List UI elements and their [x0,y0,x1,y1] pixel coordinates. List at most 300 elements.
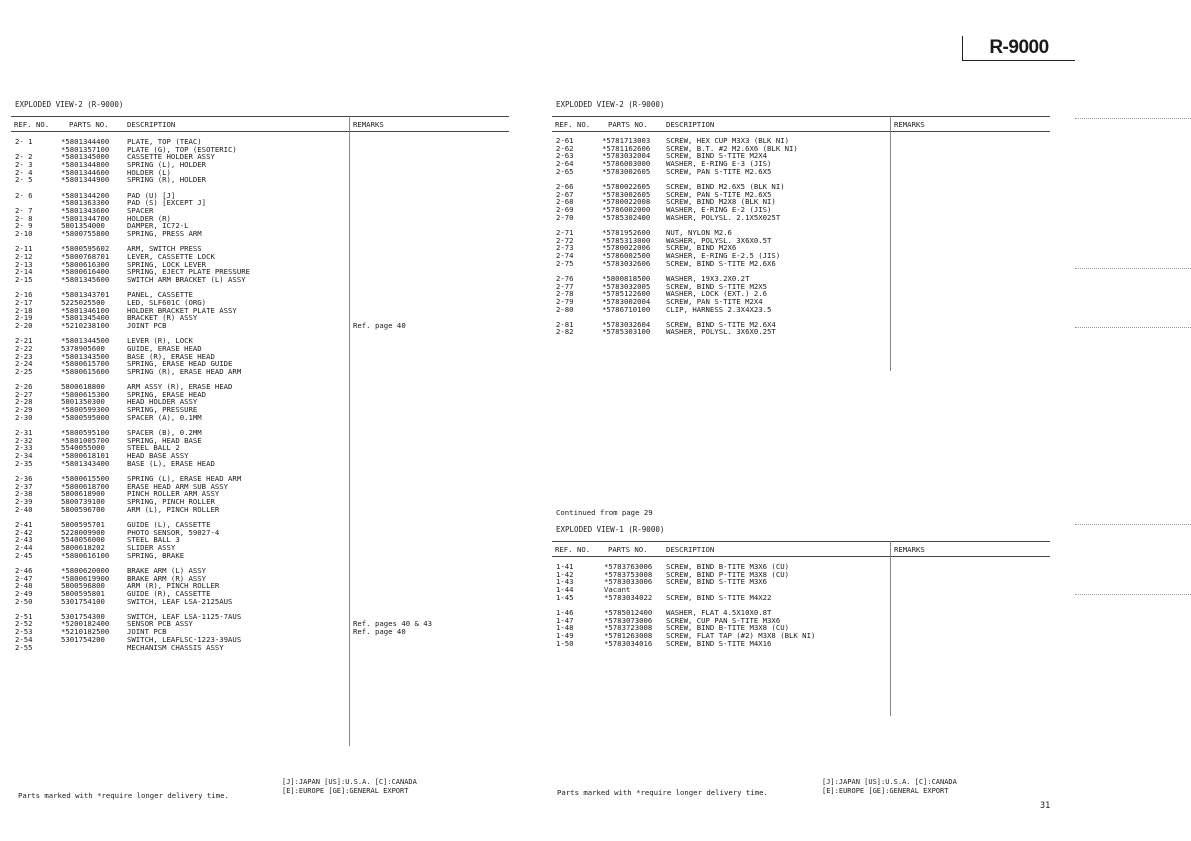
ref-cell: 2-65 [556,166,574,176]
parts-no-cell: *5800755800 [61,229,110,239]
description-cell: SCREW, CUP PAN S-TITE M3X6 [666,615,781,625]
description-cell: MECHANISM CHASSIS ASSY [127,642,224,652]
description-cell: WASHER, POLYSL. 3X6X0.5T [666,235,772,245]
ref-cell: 2-22 [15,343,33,353]
ref-cell: 2- 9 [15,221,33,231]
description-cell: SCREW, BIND M2.6X5 (BLK NI) [666,181,785,191]
description-cell: NUT, NYLON M2.6 [666,227,732,237]
parts-no-cell: *5783033006 [604,577,653,587]
ref-cell: 2-23 [15,351,33,361]
ref-cell: 2-78 [556,289,574,299]
description-cell: SPRING, HEAD BASE [127,435,202,445]
description-cell: SCREW, HEX CUP M3X3 (BLK NI) [666,136,790,145]
ref-cell: 2-29 [15,405,33,415]
ref-cell: 2-67 [556,189,574,199]
description-cell: BRACKET (R) ASSY [127,313,198,323]
ref-cell: 2-15 [15,275,33,284]
ref-cell: 2-26 [15,382,33,392]
ref-cell: 2-25 [15,366,33,376]
table-row [11,368,509,376]
parts-no-cell: *5800595000 [61,412,110,422]
ref-cell: 2-40 [15,504,33,514]
description-cell: SWITCH, LEAFLSC-1223-39AUS [127,634,242,644]
description-cell: SCREW, PAN S-TITE M2X4 [666,296,763,306]
header-parts: PARTS NO. [608,545,648,554]
row-group [11,521,509,559]
description-cell: CASSETTE HOLDER ASSY [127,152,215,162]
description-cell: LED, SLF601C (ORG) [127,297,207,307]
row-group [552,275,1050,313]
description-cell: SCREW, FLAT TAP (#2) M3X8 (BLK NI) [666,631,816,640]
description-cell: SCREW, BIND B-TITE M3X6 (CU) [666,562,790,571]
ref-cell: 2-19 [15,313,33,323]
ref-cell: 2-49 [15,588,33,598]
description-cell: SPACER [127,206,154,215]
table-row [11,636,509,644]
parts-no-cell: *5783034016 [604,638,653,648]
table-row [11,506,509,514]
description-cell: WASHER, E-RING E-3 (JIS) [666,159,772,169]
description-cell: SCREW, PAN S-TITE M2.6X5 [666,166,772,176]
parts-no-cell: 5800595801 [61,588,105,598]
ref-cell: 2-32 [15,435,33,445]
ref-cell: 2-39 [15,497,33,506]
row-group [11,613,509,651]
description-cell: LEVER, CASSETTE LOCK [127,251,215,261]
ref-cell: 2-34 [15,451,33,461]
description-cell: BRAKE ARM (R) ASSY [127,573,207,583]
ref-cell: 2-20 [15,320,33,330]
ref-cell: 1-46 [556,607,574,617]
margin-rule [1075,118,1191,119]
description-cell: PAD (S) [EXCEPT J] [127,198,207,208]
table-row [11,598,509,606]
margin-rule [1075,268,1191,269]
ref-cell: 2-82 [556,327,574,337]
header-parts: PARTS NO. [608,120,648,129]
header-desc: DESCRIPTION [666,545,715,554]
parts-no-cell: *5801344400 [61,137,110,146]
parts-no-cell: *5783723008 [604,623,653,633]
ref-cell: 2-43 [15,535,33,545]
description-cell: SPRING (R), HOLDER [127,175,207,185]
parts-no-cell: *5786002500 [602,250,651,260]
parts-no-cell: *5200182400 [61,619,110,629]
table-header [552,541,1050,557]
parts-no-cell: 5540055000 [61,443,105,453]
parts-no-cell: *5801344600 [61,167,110,177]
delivery-note-left: Parts marked with *require longer delivery time. [18,791,229,800]
parts-no-cell: *5800615700 [61,359,110,369]
ref-cell: 2-13 [15,259,33,269]
left-parts-table [11,116,509,651]
ref-cell: 2- 2 [15,152,33,162]
description-cell: SCREW, BIND S-TITE M2X5 [666,281,768,291]
description-cell: SCREW, BIND S-TITE M4X16 [666,638,772,648]
description-cell: WASHER, E-RING E-2.5 (JIS) [666,250,781,260]
parts-no-cell: *5783073006 [604,615,653,625]
description-cell: ARM, SWITCH PRESS [127,244,202,254]
parts-no-cell: *5210182500 [61,627,110,637]
header-desc: DESCRIPTION [666,120,715,129]
row-group [11,192,509,238]
row-group [11,475,509,513]
parts-no-cell: *5801345400 [61,313,110,323]
description-cell: CLIP, HARNESS 2.3X4X23.5 [666,304,772,314]
parts-no-cell: *5786003000 [602,159,651,169]
ref-cell: 2-55 [15,642,33,652]
description-cell: WASHER, POLYSL. 2.1X5X025T [666,212,781,222]
description-cell: SPRING, PRESS ARM [127,229,202,239]
ref-cell: 2-66 [556,181,574,191]
ref-cell: 2-12 [15,251,33,261]
ref-cell: 1-41 [556,562,574,571]
ref-cell: 2-11 [15,244,33,254]
margin-rule [1075,327,1191,328]
parts-no-cell: *5783032005 [602,281,651,291]
description-cell: SPRING (L), HOLDER [127,160,207,170]
description-cell: HEAD BASE ASSY [127,451,189,461]
ref-cell: 1-50 [556,638,574,648]
margin-rule [1075,524,1191,525]
description-cell: BASE (L), ERASE HEAD [127,458,215,468]
parts-no-cell: 5378905600 [61,343,105,353]
description-cell: SWITCH, LEAF LSA-1125-7AUS [127,611,242,621]
header-parts: PARTS NO. [69,120,109,129]
parts-no-cell: *5785303100 [602,327,651,337]
ref-cell: 1-49 [556,631,574,640]
parts-no-cell: *5800620000 [61,565,110,575]
description-cell: PINCH ROLLER ARM ASSY [127,489,220,499]
remarks-cell: Ref. pages 40 & 43 [353,619,433,629]
parts-no-cell: *5801345600 [61,275,110,284]
row-group [11,337,509,375]
row-group [11,291,509,329]
ref-cell: 1-42 [556,569,574,579]
parts-no-cell: *5801344200 [61,190,110,200]
table-row [552,640,1050,648]
header-remarks: REMARKS [353,120,384,129]
ref-cell: 2-24 [15,359,33,369]
description-cell: WASHER, 19X3.2X0.2T [666,273,750,283]
parts-no-cell: *5800618700 [61,481,110,491]
parts-no-cell: *5783002004 [602,296,651,306]
table-row [11,552,509,560]
parts-no-cell: 5540056000 [61,535,105,545]
description-cell: WASHER, LOCK (EXT.) 2.6 [666,289,768,299]
description-cell: GUIDE (R), CASSETTE [127,588,211,598]
ref-cell: 2-74 [556,250,574,260]
description-cell: WASHER, FLAT 4.5X10X0.8T [666,607,772,617]
table-row [552,306,1050,314]
ref-cell: 2-70 [556,212,574,222]
parts-no-cell: *5801363300 [61,198,110,208]
parts-no-cell: 5800618900 [61,489,105,499]
table-header [552,116,1050,132]
table-row [11,644,509,652]
description-cell: STEEL BALL 2 [127,443,180,453]
parts-no-cell: *5801343500 [61,351,110,361]
description-cell: SPRING, PINCH ROLLER [127,497,215,506]
header-desc: DESCRIPTION [127,120,176,129]
parts-no-cell: *5786002000 [602,205,651,214]
parts-no-cell: *5800616100 [61,550,110,560]
description-cell: SPRING, EJECT PLATE PRESSURE [127,267,251,277]
header-ref: REF. NO. [555,120,591,129]
ref-cell: 2-10 [15,229,33,239]
parts-no-cell: 5225025500 [61,297,105,307]
parts-no-cell: *5801344700 [61,213,110,223]
description-cell: PLATE (G), TOP (ESOTERIC) [127,144,237,154]
ref-cell: 2-47 [15,573,33,583]
model-title: R-9000 [962,36,1075,61]
parts-no-cell: 5228009900 [61,527,105,537]
header-remarks: REMARKS [894,545,925,554]
description-cell: PANEL, CASSETTE [127,290,193,300]
table-row [11,460,509,468]
ref-cell: 2-64 [556,159,574,169]
description-cell: SPRING (R), ERASE HEAD ARM [127,366,242,376]
row-group [11,567,509,605]
table-row [11,176,509,184]
parts-no-cell: 5301754300 [61,611,105,621]
description-cell: GUIDE, ERASE HEAD [127,343,202,353]
parts-no-cell: 5800618202 [61,542,105,552]
description-cell: SCREW, BIND P-TITE M3X8 (CU) [666,569,790,579]
parts-no-cell: *5800818500 [602,273,651,283]
description-cell: SLIDER ASSY [127,542,176,552]
parts-no-cell: *5801005700 [61,435,110,445]
remarks-cell: Ref. page 40 [353,320,406,330]
ref-cell: 2-28 [15,397,33,407]
header-ref: REF. NO. [555,545,591,554]
parts-no-cell: *5801343400 [61,458,110,468]
parts-no-cell: *5800595602 [61,244,110,254]
legend-line: [E]:EUROPE [GE]:GENERAL EXPORT [282,787,409,795]
description-cell: SPRING, LOCK LEVER [127,259,207,269]
parts-no-cell: *5781952600 [602,227,651,237]
continued-note: Continued from page 29 [556,508,653,517]
description-cell: SCREW, BIND S-TITE M2.6X4 [666,319,776,329]
legend-line: [J]:JAPAN [US]:U.S.A. [C]:CANADA [822,778,957,786]
ref-cell: 2-69 [556,205,574,214]
description-cell: SCREW, BIND S-TITE M2X4 [666,151,768,161]
parts-no-cell: *5800615300 [61,389,110,399]
ref-cell: 2-37 [15,481,33,491]
ref-cell: 2- 3 [15,160,33,170]
ref-cell: 2-71 [556,227,574,237]
parts-no-cell: *5783032004 [602,151,651,161]
table-row [552,260,1050,268]
legend-line: [J]:JAPAN [US]:U.S.A. [C]:CANADA [282,778,417,786]
ref-cell: 2-54 [15,634,33,644]
table-row [552,594,1050,602]
description-cell: HOLDER (R) [127,213,171,223]
description-cell: SWITCH, LEAF LSA-2125AUS [127,596,233,606]
table-row [11,322,509,330]
parts-no-cell: *5781162606 [602,143,651,153]
header-remarks: REMARKS [894,120,925,129]
description-cell: WASHER, E-RING E-2 (JIS) [666,205,772,214]
row-group [11,429,509,467]
description-cell: ARM (L), PINCH ROLLER [127,504,220,514]
row-group [11,245,509,283]
ref-cell: 2-21 [15,336,33,346]
ref-cell: 2- 4 [15,167,33,177]
row-group [11,138,509,184]
ref-cell: 1-45 [556,592,574,602]
description-cell: LEVER (R), LOCK [127,336,193,346]
parts-no-cell: *5780022006 [602,243,651,253]
ref-cell: 2- 5 [15,175,33,185]
parts-no-cell: *5783753008 [604,569,653,579]
description-cell: SCREW, BIND S-TITE M2.6X6 [666,258,776,268]
parts-no-cell: *5785302400 [602,212,651,222]
parts-no-cell: *5800619900 [61,573,110,583]
ref-cell: 1-43 [556,577,574,587]
ref-cell: 2-53 [15,627,33,637]
ref-cell: 2-73 [556,243,574,253]
ref-cell: 2-16 [15,290,33,300]
delivery-note-right: Parts marked with *require longer delivery time. [557,788,768,797]
description-cell: PAD (U) [J] [127,190,176,200]
ref-cell: 2-46 [15,565,33,575]
parts-no-cell: 5800596800 [61,581,105,591]
parts-no-cell: 5800739100 [61,497,105,506]
right-top-parts-table [552,116,1050,336]
table-body [11,138,509,651]
table-row [11,230,509,238]
ref-cell: 2-61 [556,136,574,145]
parts-no-cell: *5783002605 [602,189,651,199]
ref-cell: 2-35 [15,458,33,468]
ref-cell: 2-62 [556,143,574,153]
description-cell: SPRING, PRESSURE [127,405,198,415]
parts-no-cell: 5800618800 [61,382,105,392]
row-group [11,383,509,421]
table-row [552,214,1050,222]
parts-no-cell: *5786710100 [602,304,651,314]
parts-no-cell: *5780022605 [602,181,651,191]
parts-no-cell: *5783002605 [602,166,651,176]
header-ref: REF. NO. [14,120,50,129]
parts-no-cell: *5781713003 [602,136,651,145]
ref-cell: 2-27 [15,389,33,399]
table-row [552,168,1050,176]
parts-no-cell: 5301754100 [61,596,105,606]
ref-cell: 2-45 [15,550,33,560]
table-row [11,276,509,284]
table-row [552,328,1050,336]
row-group [552,563,1050,601]
parts-no-cell: 5800596700 [61,504,105,514]
description-cell: SPRING, ERASE HEAD GUIDE [127,359,233,369]
description-cell: SPRING, BRAKE [127,550,185,560]
table-body [552,137,1050,336]
legend-line: [E]:EUROPE [GE]:GENERAL EXPORT [822,787,949,795]
ref-cell: 2-33 [15,443,33,453]
row-group [552,183,1050,221]
description-cell: ARM (R), PINCH ROLLER [127,581,220,591]
ref-cell: 2-63 [556,151,574,161]
ref-cell: 2-50 [15,596,33,606]
region-legend-right [822,778,957,796]
parts-no-cell: *5800595100 [61,428,110,437]
description-cell: SCREW, BIND M2X6 [666,243,737,253]
description-cell: SPACER (A), 0.1MM [127,412,202,422]
description-cell: WASHER, POLYSL. 3X6X0.25T [666,327,776,337]
ref-cell: 2-72 [556,235,574,245]
description-cell: SCREW, PAN S-TITE M2.6X5 [666,189,772,199]
description-cell: SCREW, BIND M2X8 (BLK NI) [666,197,776,207]
description-cell: DAMPER, IC72-L [127,221,189,231]
parts-no-cell: *5800768701 [61,251,110,261]
parts-no-cell: 5301754200 [61,634,105,644]
ref-cell: 2-80 [556,304,574,314]
parts-no-cell: *5801343600 [61,206,110,215]
description-cell: ERASE HEAD ARM SUB ASSY [127,481,229,491]
description-cell: SPACER (B), 0.2MM [127,428,202,437]
description-cell: HOLDER BRACKET PLATE ASSY [127,305,237,315]
ref-cell: 2- 7 [15,206,33,215]
remarks-cell: Ref. page 40 [353,627,406,637]
parts-no-cell: *5783763006 [604,562,653,571]
ref-cell: 2-48 [15,581,33,591]
parts-no-cell: *5800616400 [61,267,110,277]
parts-no-cell: *5783032604 [602,319,651,329]
parts-no-cell: *5800618101 [61,451,110,461]
ref-cell: 2-81 [556,319,574,329]
table-body [552,563,1050,647]
ref-cell: 2-17 [15,297,33,307]
parts-no-cell: *5800616300 [61,259,110,269]
ref-cell: 2- 6 [15,190,33,200]
ref-cell: 2-14 [15,267,33,277]
row-group [552,609,1050,647]
region-legend-left [282,778,417,796]
description-cell: SCREW, BIND S-TITE M4X22 [666,592,772,602]
parts-no-cell: *5785122600 [602,289,651,299]
parts-no-cell: 5801350300 [61,397,105,407]
description-cell: SCREW, BIND B-TITE M3X8 (CU) [666,623,790,633]
description-cell: SCREW, BIND S-TITE M3X6 [666,577,768,587]
parts-no-cell: *5783034022 [604,592,653,602]
parts-no-cell: *5785313000 [602,235,651,245]
right-bottom-parts-table [552,541,1050,647]
ref-cell: 2-18 [15,305,33,315]
parts-no-cell: 5801354000 [61,221,105,231]
description-cell: BRAKE ARM (L) ASSY [127,565,207,575]
description-cell: JOINT PCB [127,627,167,637]
parts-no-cell: *5801357100 [61,144,110,154]
parts-no-cell: *5781263008 [604,631,653,640]
description-cell: SCREW, B.T. #2 M2.6X6 (BLK NI) [666,143,798,153]
description-cell: ARM ASSY (R), ERASE HEAD [127,382,233,392]
ref-cell: 2-79 [556,296,574,306]
parts-no-cell: 5800595701 [61,519,105,529]
parts-no-cell: *5801344900 [61,175,110,185]
ref-cell: 1-44 [556,585,574,595]
right-bottom-section-title: EXPLODED VIEW-1 (R-9000) [556,525,665,534]
description-cell: HOLDER (L) [127,167,171,177]
page-number: 31 [1040,801,1051,811]
parts-no-cell: *5780022008 [602,197,651,207]
ref-cell: 1-47 [556,615,574,625]
parts-no-cell: *5801344800 [61,160,110,170]
ref-cell: 2- 1 [15,137,33,146]
parts-no-cell: *5800599300 [61,405,110,415]
row-group [552,321,1050,336]
